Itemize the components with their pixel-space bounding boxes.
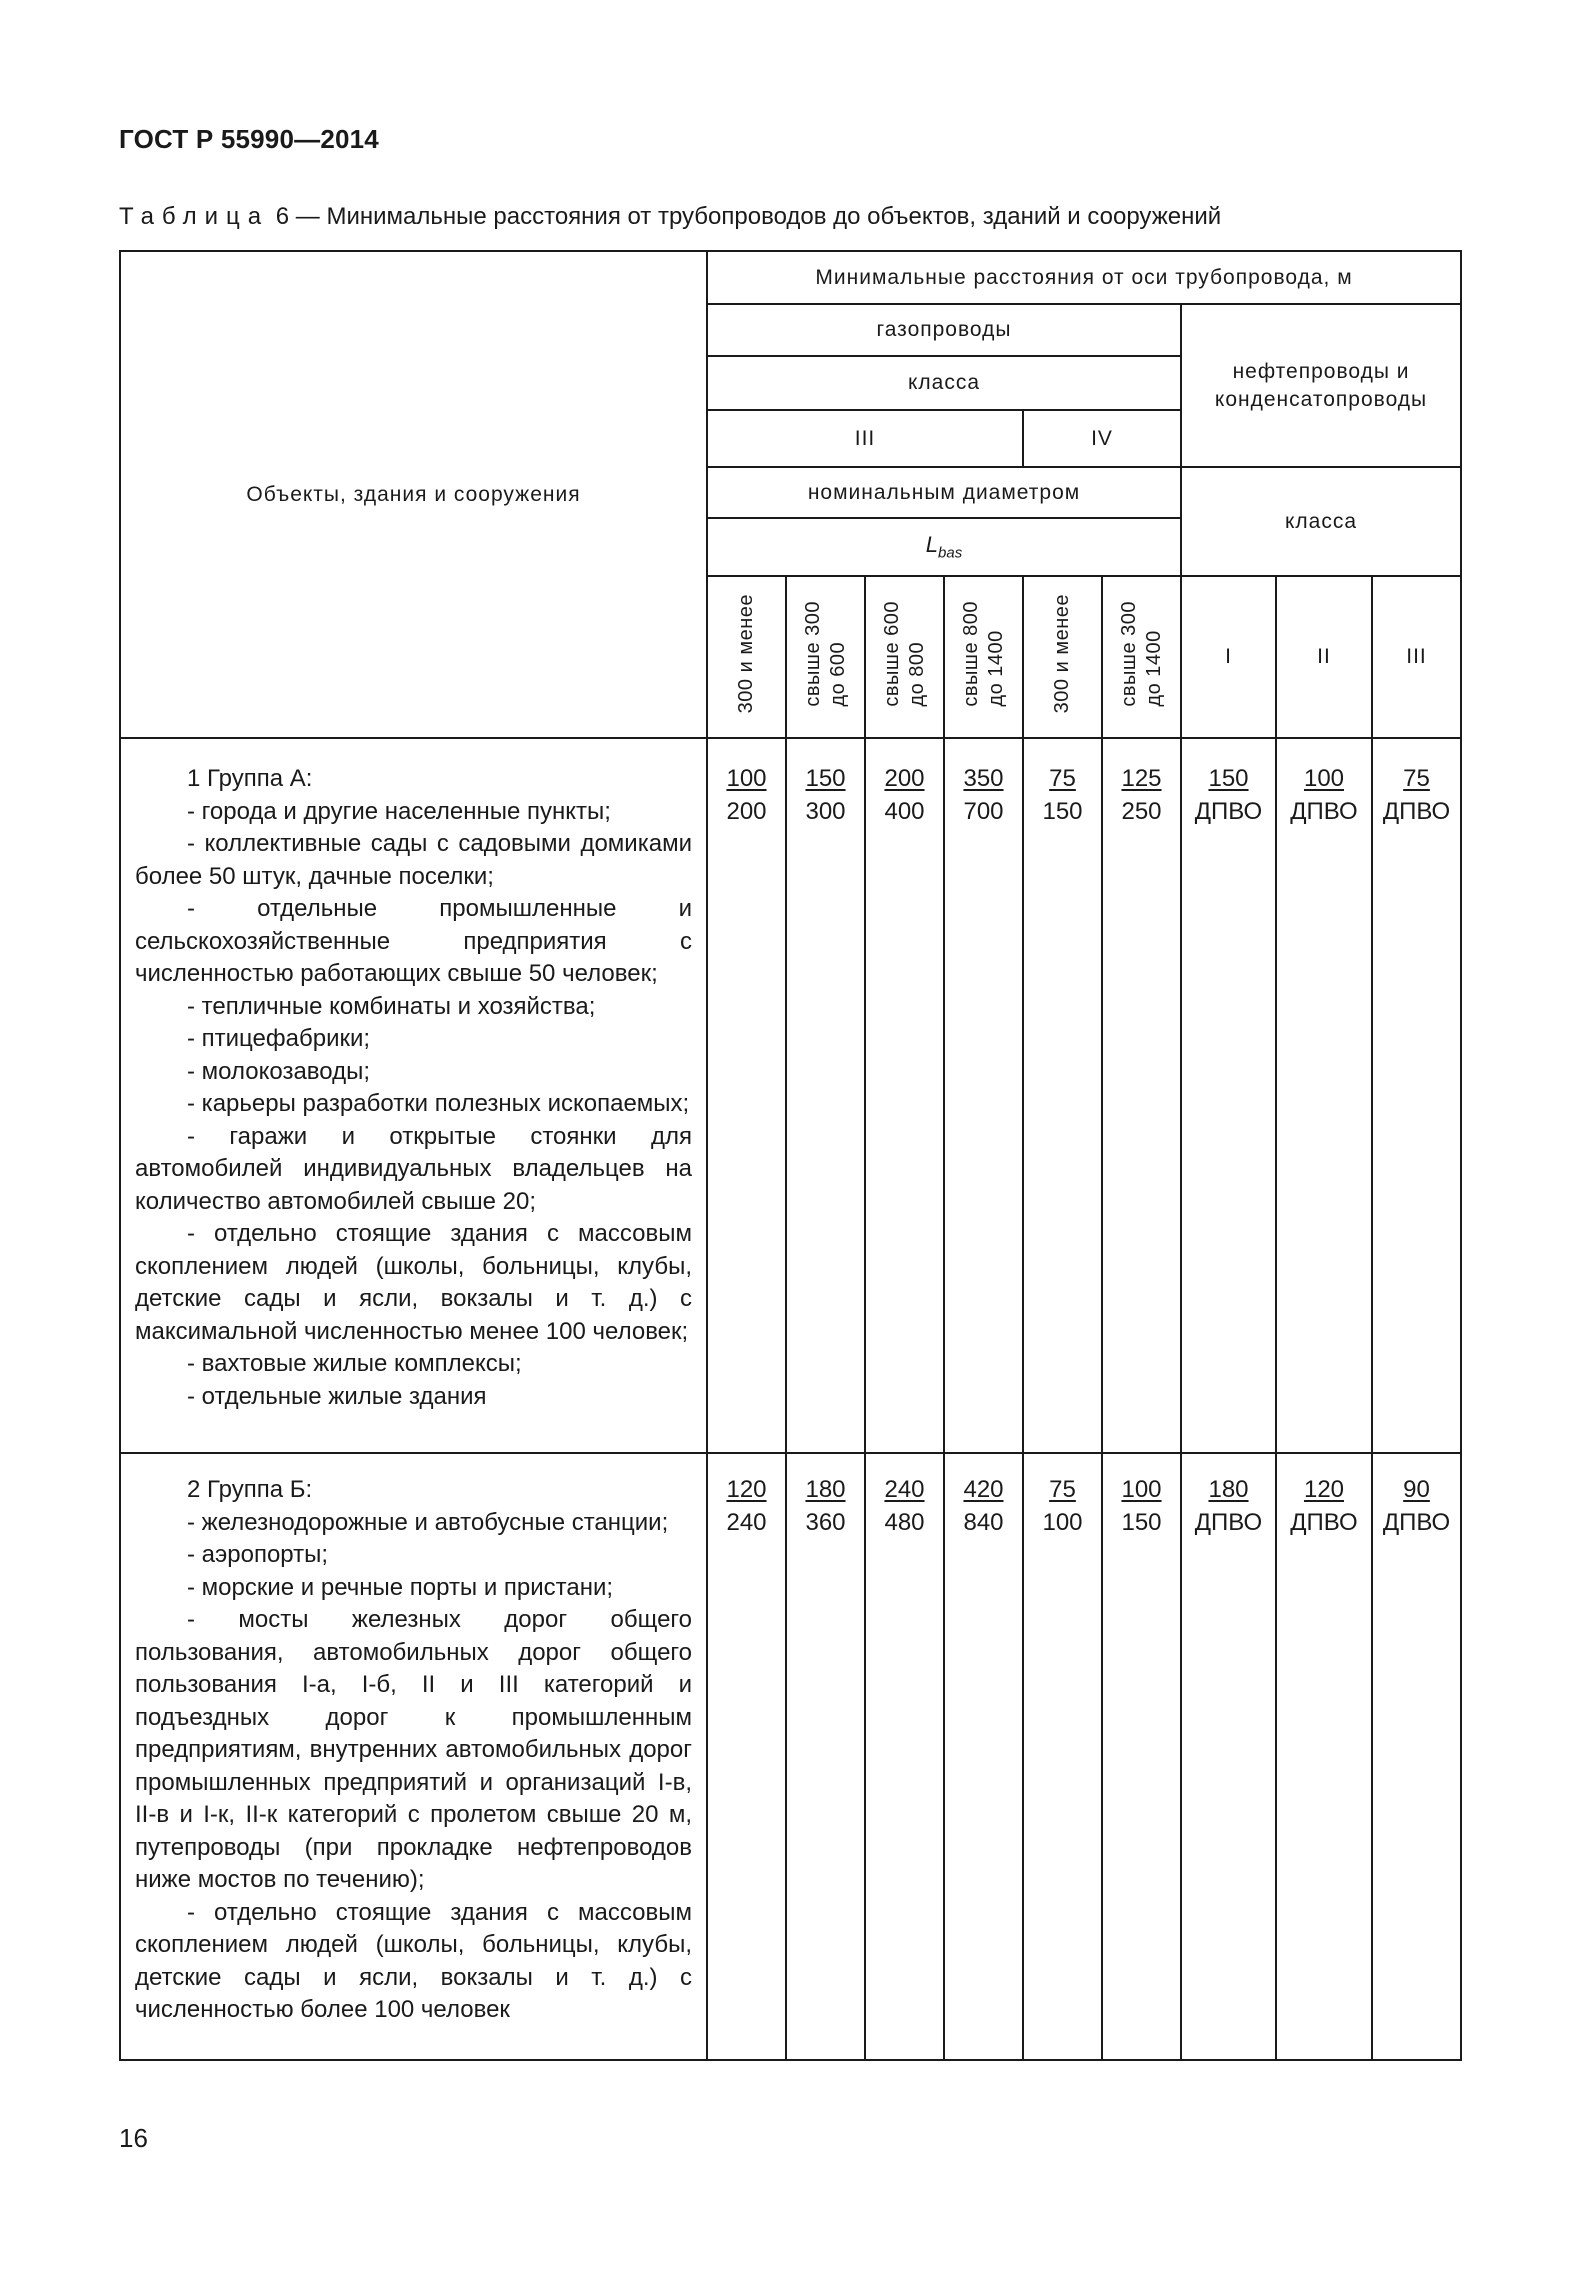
group-a-value-3: 200 400	[865, 743, 944, 1453]
group-b-line-4: - морские и речные порты и пристани;	[187, 1573, 614, 1601]
group-a-line-10: - отдельно стоящие здания с массовым скоплением людей (школы, больницы, клубы, детские сады и ясли, вокзалы и т. д.) с максимальной численностью менее 100 человек;	[135, 1220, 692, 1345]
group-a-value-5: 75 150	[1023, 743, 1102, 1453]
group-a-value-2: 150 300	[786, 743, 865, 1453]
row-group-b-objects	[120, 1453, 707, 2060]
group-b-value-8: 120 ДПВО	[1276, 1453, 1372, 2060]
subcol-iv-300-less: 300 и менее	[1023, 576, 1102, 738]
group-a-line-1: 1 Группа А:	[187, 765, 313, 792]
subcol-800-1400: свыше 800 до 1400	[944, 576, 1023, 738]
group-b-line-1: 2 Группа Б:	[187, 1476, 313, 1503]
group-b-line-5: - мосты железных дорог общего пользования, автомобильных дорог общего пользования I-а, I-б, II и III категорий и подъездных дорог к промышленным предприятиям, внутренних автомобильных дорог промышленных предприятий и организаций I-в, II-в и I-к, II-к категорий с пролетом свыше 20 м, путепроводы (при прокладке нефтепроводов ниже мостов по течению);	[135, 1606, 692, 1893]
group-a-value-6: 125 250	[1102, 743, 1181, 1453]
group-a-value-9: 75 ДПВО	[1372, 743, 1461, 1453]
subcol-oil-ii: II	[1276, 576, 1372, 738]
table-caption	[119, 203, 1221, 231]
group-a-value-8: 100 ДПВО	[1276, 743, 1372, 1453]
caption-text: 6 — Минимальные расстояния от трубопроводов до объектов, зданий и сооружений	[269, 203, 1222, 230]
group-a-value-1: 100 200	[707, 743, 786, 1453]
group-b-value-4: 420 840	[944, 1453, 1023, 2060]
subcol-600-800: свыше 600 до 800	[865, 576, 944, 738]
subcol-300-600: свыше 300 до 600	[786, 576, 865, 738]
group-a-line-4: - отдельные промышленные и сельскохозяйственные предприятия с численностью работающих свыше 50 человек;	[135, 895, 692, 987]
subcol-300-less: 300 и менее	[707, 576, 786, 738]
header-min-distance: Минимальные расстояния от оси трубопровода, м	[707, 251, 1461, 304]
subcol-oil-iii: III	[1372, 576, 1461, 738]
group-a-value-7: 150 ДПВО	[1181, 743, 1276, 1453]
distances-table	[119, 250, 1462, 2061]
group-a-line-6: - птицефабрики;	[187, 1025, 371, 1052]
group-b-value-2: 180 360	[786, 1453, 865, 2060]
header-oil: нефтепроводы и конденсатопроводы	[1181, 304, 1461, 467]
document-code: ГОСТ Р 55990—2014	[119, 124, 379, 154]
header-gas: газопроводы	[707, 304, 1181, 356]
group-a-line-5: - тепличные комбинаты и хозяйства;	[187, 992, 596, 1020]
group-b-line-3: - аэропорты;	[187, 1541, 329, 1568]
lbas-sub: bas	[938, 544, 963, 562]
group-a-line-2: - города и другие населенные пункты;	[187, 797, 611, 825]
header-oil-class: класса	[1181, 467, 1461, 576]
header-nominal-diameter: номинальным диаметром	[707, 467, 1181, 518]
row-group-a-objects	[120, 743, 707, 1453]
group-b-value-9: 90 ДПВО	[1372, 1453, 1461, 2060]
group-b-value-1: 120 240	[707, 1453, 786, 2060]
group-a-line-8: - карьеры разработки полезных ископаемых;	[187, 1090, 690, 1117]
group-a-line-11: - вахтовые жилые комплексы;	[187, 1350, 522, 1377]
header-class-iii: III	[707, 410, 1023, 467]
group-b-value-5: 75 100	[1023, 1453, 1102, 2060]
header-gas-class: класса	[707, 356, 1181, 410]
group-a-line-3: - коллективные сады с садовыми домиками более 50 штук, дачные поселки;	[135, 830, 692, 890]
group-b-line-6: - отдельно стоящие здания с массовым скоплением людей (школы, больницы, клубы, детские сады и ясли, вокзалы и т. д.) с численностью более 100 человек	[135, 1898, 692, 2023]
group-b-line-2: - железнодорожные и автобусные станции;	[187, 1508, 669, 1536]
header-lbas	[707, 518, 1181, 576]
caption-prefix: Таблица	[119, 203, 270, 230]
subcol-oil-i: I	[1181, 576, 1276, 738]
lbas-main: L	[925, 532, 939, 558]
group-b-value-3: 240 480	[865, 1453, 944, 2060]
page-number: 16	[119, 2123, 148, 2153]
group-b-value-7: 180 ДПВО	[1181, 1453, 1276, 2060]
group-a-line-12: - отдельные жилые здания	[187, 1382, 487, 1410]
group-a-value-4: 350 700	[944, 743, 1023, 1453]
header-class-iv: IV	[1023, 410, 1181, 467]
group-a-line-9: - гаражи и открытые стоянки для автомобилей индивидуальных владельцев на количество автомобилей свыше 20;	[135, 1122, 692, 1215]
group-b-value-6: 100 150	[1102, 1453, 1181, 2060]
header-objects: Объекты, здания и сооружения	[120, 251, 707, 738]
subcol-iv-300-1400: свыше 300 до 1400	[1102, 576, 1181, 738]
group-a-line-7: - молокозаводы;	[187, 1057, 371, 1085]
